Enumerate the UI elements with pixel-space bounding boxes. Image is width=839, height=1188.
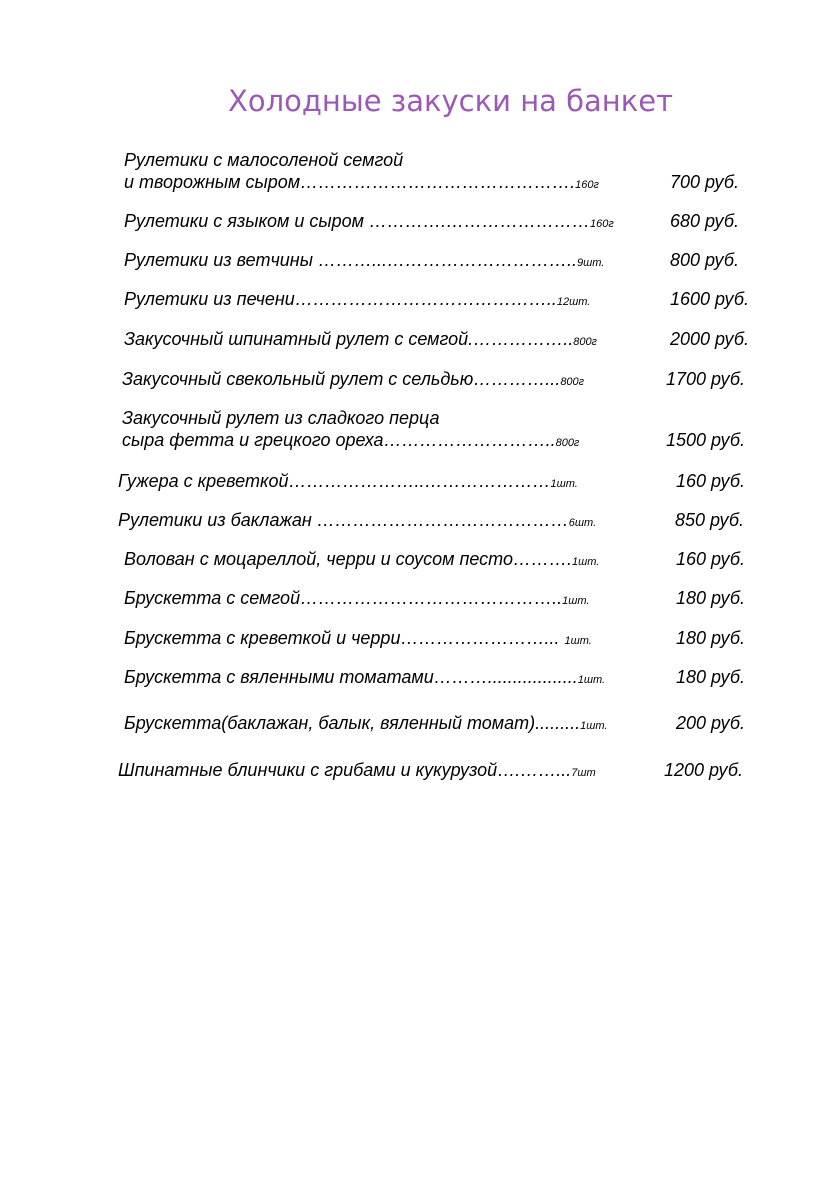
item-price: 700 руб. xyxy=(670,172,739,192)
leader-dots: …………………………………… xyxy=(311,510,569,530)
item-name: Рулетики с языком и сыром xyxy=(124,211,364,231)
menu-item xyxy=(124,249,604,274)
item-price: 680 руб. xyxy=(670,211,739,231)
item-price: 180 руб. xyxy=(676,588,745,608)
item-name: Рулетики из печени xyxy=(124,289,295,309)
leader-dots: …………………..………………… xyxy=(288,471,551,491)
menu-item xyxy=(118,470,578,495)
item-price: 160 руб. xyxy=(676,549,745,569)
item-price: 160 руб. xyxy=(676,471,745,491)
item-price: 200 руб. xyxy=(676,713,745,733)
item-unit: 1шт. xyxy=(564,635,592,647)
menu-item xyxy=(124,288,590,313)
item-price: 850 руб. xyxy=(675,510,744,530)
item-price: 1500 руб. xyxy=(666,430,745,450)
item-name: Гужера с креветкой xyxy=(118,471,289,491)
item-name: Брускетта с семгой xyxy=(124,588,301,608)
item-name: Рулетики из баклажан xyxy=(118,510,312,530)
item-name: Брускетта с креветкой и черри xyxy=(124,628,401,648)
item-unit: 1шт. xyxy=(580,720,608,732)
item-price: 1200 руб. xyxy=(664,760,743,780)
leader-dots: ………...………………………….. xyxy=(312,250,577,270)
menu-item xyxy=(124,328,597,353)
leader-dots: …………... xyxy=(473,369,561,389)
menu-item xyxy=(124,587,589,612)
leader-dots: ………. xyxy=(512,549,572,569)
item-price: 800 руб. xyxy=(670,250,739,270)
menu-item xyxy=(124,666,605,691)
menu-item xyxy=(118,759,596,784)
item-price: 180 руб. xyxy=(676,667,745,687)
menu-item xyxy=(124,712,608,737)
item-name: Закусочный шпинатный рулет с семгой. xyxy=(124,329,474,349)
item-name-line1: Рулетики с малосоленой семгой xyxy=(124,150,404,170)
item-unit: 12шт. xyxy=(556,296,591,308)
item-name: Рулетики из ветчины xyxy=(124,250,313,270)
leader-dots: …………………………………….. xyxy=(300,588,563,608)
item-name: Шпинатные блинчики с грибами и кукурузой xyxy=(118,760,498,780)
menu-item xyxy=(124,149,599,196)
item-name-line1: Закусочный рулет из сладкого перца xyxy=(122,408,440,428)
item-unit: 1шт. xyxy=(577,674,606,686)
item-unit: 800г xyxy=(573,336,597,348)
menu-item xyxy=(124,210,614,235)
item-name: Закусочный свекольный рулет с сельдью xyxy=(122,369,474,389)
leader-dots: ......... xyxy=(535,713,581,733)
item-price: 180 руб. xyxy=(676,628,745,648)
menu-item xyxy=(118,509,596,534)
menu-item xyxy=(124,627,592,652)
leader-dots: ………….…………………… xyxy=(363,211,590,231)
item-name: и творожным сыром xyxy=(124,172,301,192)
menu-item xyxy=(124,548,599,573)
item-unit: 800г xyxy=(555,437,580,449)
item-price: 1600 руб. xyxy=(670,289,749,309)
item-name: Волован с моцареллой, черри и соусом песто xyxy=(124,549,513,569)
item-unit: 9шт. xyxy=(576,257,605,269)
leader-dots: ………………………………………. xyxy=(300,172,576,192)
item-price: 1700 руб. xyxy=(666,369,745,389)
menu-item xyxy=(122,407,579,454)
item-unit: 800г xyxy=(560,376,585,388)
item-unit: 160г xyxy=(575,179,599,191)
item-unit: 160г xyxy=(590,218,614,230)
leader-dots: …………………………………….. xyxy=(294,289,557,309)
leader-dots: ……………………... xyxy=(400,628,565,648)
menu-item xyxy=(122,368,584,393)
item-name: сыра фетта и грецкого ореха xyxy=(122,430,384,450)
item-unit: 6шт. xyxy=(568,517,597,529)
item-price: 2000 руб. xyxy=(670,329,749,349)
leader-dots: ……………………….. xyxy=(383,430,556,450)
item-unit: 1шт. xyxy=(562,595,590,607)
item-unit: 1шт. xyxy=(571,556,600,568)
leader-dots: ……….................. xyxy=(433,667,578,687)
item-unit: 1шт. xyxy=(550,478,578,490)
leader-dots: …………….. xyxy=(473,329,574,349)
leader-dots: ….……... xyxy=(497,760,572,780)
page-title: Холодные закуски на банкет xyxy=(227,84,674,118)
item-name: Брускетта с вяленными томатами xyxy=(124,667,434,687)
item-unit: 7шт xyxy=(571,767,596,779)
item-name: Брускетта(баклажан, балык, вяленный томат) xyxy=(124,713,536,733)
